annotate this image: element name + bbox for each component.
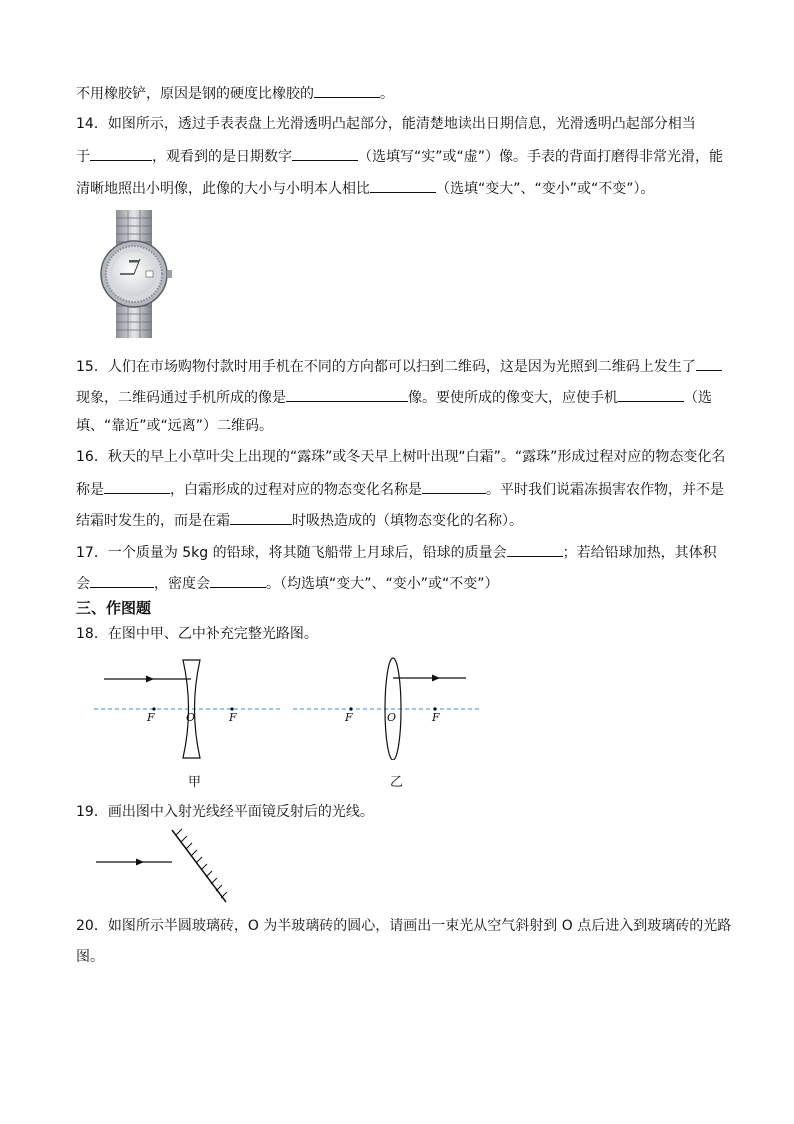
label-F: F [432, 711, 440, 724]
q19-text: 19．画出图中入射光线经平面镜反射后的光线。 [76, 804, 374, 820]
q16-line-2: 称是 ，白霜形成的过程对应的物态变化名称是 。平时我们说霜冻损害农作物，并不是 [76, 478, 724, 500]
q17-line-1: 17．一个质量为 5kg 的铅球，将其随飞船带上月球后，铅球的质量会 ；若给铅球加热，其体积 [76, 541, 717, 563]
q18-text: 18．在图中甲、乙中补充完整光路图。 [76, 626, 318, 642]
answer-blank[interactable] [286, 386, 408, 402]
q16-line-1: 16．秋天的早上小草叶尖上出现的“露珠”或冬天早上树叶出现“白霜”。“露珠”形成过程对应的物态变化名 [76, 449, 726, 465]
figure-caption-yi: 乙 [390, 775, 404, 790]
q15-line-1: 15．人们在市场购物付款时用手机在不同的方向都可以扫到二维码，这是因为光照到二维码上发生了 [76, 355, 722, 377]
label-O: O [387, 711, 397, 724]
answer-blank[interactable] [422, 478, 486, 494]
figure-caption-jia: 甲 [188, 775, 202, 790]
q16-line-3: 结霜时发生的，而是在霜 时吸热造成的（填物态变化的名称）。 [76, 509, 523, 531]
plane-mirror-diagram [92, 828, 242, 906]
mirror-hatching [176, 829, 227, 898]
arrow-icon [136, 859, 144, 866]
q14-line-1: 14．如图所示，透过手表表盘上光滑透明凸起部分，能清楚地读出日期信息，光滑透明凸起部分相当 [76, 116, 696, 132]
q13-tail-line: 不用橡胶铲，原因是钢的硬度比橡胶的 。 [76, 82, 394, 104]
answer-blank[interactable] [314, 82, 380, 98]
answer-blank[interactable] [292, 145, 358, 161]
answer-blank[interactable] [370, 177, 436, 193]
q20-line-1: 20．如图所示半圆玻璃砖，O 为半玻璃砖的圆心，请画出一束光从空气斜射到 O 点后进入到玻璃砖的光路 [76, 918, 732, 934]
answer-blank[interactable] [210, 572, 266, 588]
lens-diagrams [90, 655, 490, 760]
answer-blank[interactable] [618, 386, 684, 402]
q14-line-3: 清晰地照出小明像，此像的大小与小明本人相比 （选填“变大”、“变小”或“不变”）。 [76, 177, 655, 199]
plane-mirror [172, 830, 226, 902]
q15-line-3: 填、“靠近”或“远离”）二维码。 [76, 418, 274, 434]
q17-line-2: 会 ，密度会 。（均选填“变大”、“变小”或“不变”） [76, 572, 499, 594]
label-F: F [345, 711, 353, 724]
answer-blank[interactable] [507, 541, 563, 557]
label-F: F [229, 711, 237, 724]
wristwatch-image [96, 210, 174, 338]
arrow-icon [432, 675, 440, 682]
answer-blank[interactable] [90, 572, 154, 588]
answer-blank[interactable] [90, 145, 152, 161]
q15-line-2: 现象，二维码通过手机所成的像是 像。要使所成的像变大，应使手机 （选 [76, 386, 712, 408]
q20-line-2: 图。 [76, 949, 104, 965]
answer-blank[interactable] [696, 355, 722, 371]
label-O: O [186, 711, 196, 724]
answer-blank[interactable] [230, 509, 292, 525]
label-F: F [147, 711, 155, 724]
answer-blank[interactable] [104, 478, 170, 494]
q14-line-2: 于 ，观看到的是日期数字 （选填写“实”或“虚”）像。手表的背面打磨得非常光滑，能 [76, 145, 723, 167]
section-heading: 三、作图题 [76, 599, 152, 617]
arrow-icon [146, 676, 154, 683]
